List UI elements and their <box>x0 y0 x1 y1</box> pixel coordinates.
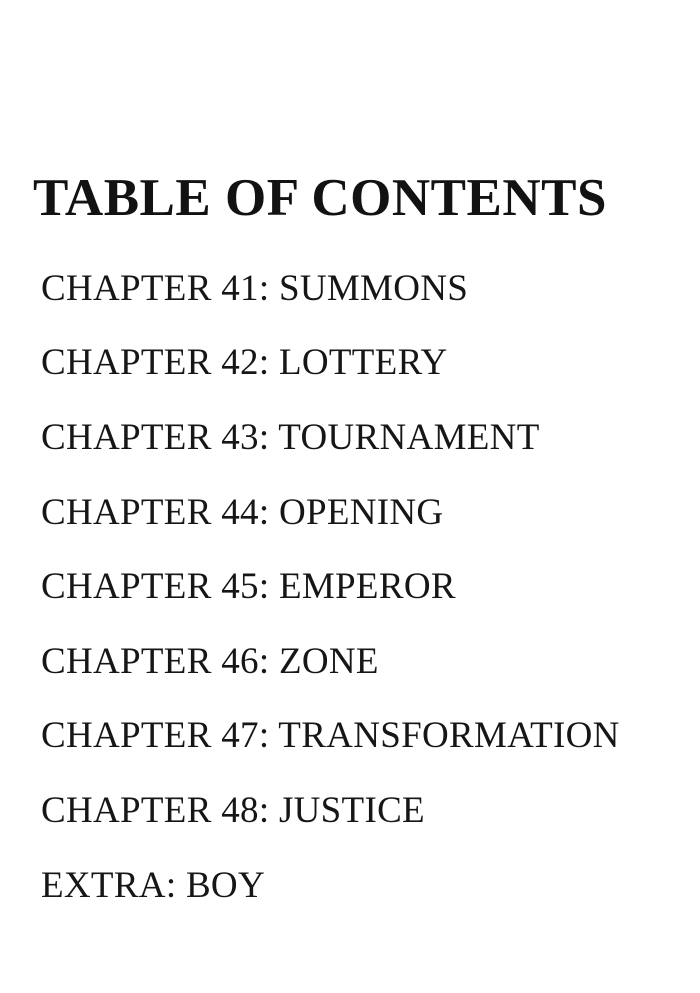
toc-entry-extra: EXTRA: BOY <box>41 864 265 906</box>
toc-entry-chapter-45: CHAPTER 45: EMPEROR <box>41 566 456 608</box>
toc-entry-chapter-44: CHAPTER 44: OPENING <box>41 491 444 533</box>
toc-list <box>41 251 700 922</box>
toc-entry-chapter-41: CHAPTER 41: SUMMONS <box>41 267 469 309</box>
toc-entry-chapter-43: CHAPTER 43: TOURNAMENT <box>41 416 540 458</box>
toc-entry-chapter-42: CHAPTER 42: LOTTERY <box>41 342 448 384</box>
toc-entry-chapter-46: CHAPTER 46: ZONE <box>41 640 379 682</box>
toc-entry-chapter-48: CHAPTER 48: JUSTICE <box>41 789 425 831</box>
page-title: TABLE OF CONTENTS <box>33 169 607 227</box>
toc-entry-chapter-47: CHAPTER 47: TRANSFORMATION <box>41 715 620 757</box>
